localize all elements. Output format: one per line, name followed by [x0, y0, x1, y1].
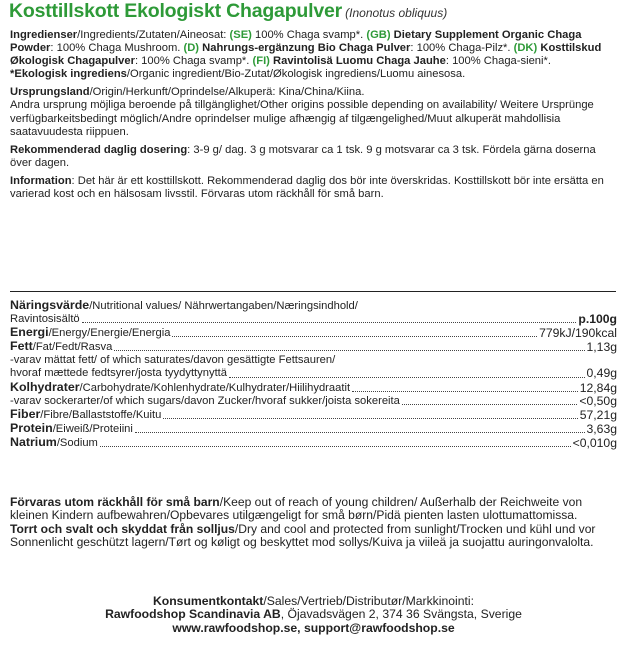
ingredients-fi-name: Ravintolisä Luomu Chaga Jauhe — [269, 55, 446, 68]
website-link[interactable]: www.rawfoodshop.se — [172, 620, 298, 635]
ingredients-paragraph — [10, 29, 616, 68]
storage2-text: /Dry and cool and protected from sunlight/Trocken und kühl und vor Sonnenlicht geschützt lagern/Tørt og køligt og beskyttet mod sollys/Kuiva ja viileä ja suojattu auringonvalolta. — [10, 521, 596, 549]
nutrition-heading-row — [10, 299, 617, 313]
origin-note: Andra ursprung möjliga beroende på tillgänglighet/Other origins possible depending on availability/ Weitere Ursprünge verfügbarkeitsbedingt möglich/Andre oprindelser mulige afhængig af tilgængelighed/Muut alkuperät mahdollisia saatavuudesta riippuen. — [10, 99, 594, 138]
dosage-text: : 3-9 g/ dag. 3 g motsvarar ca 1 tsk. 9 g motsvarar ca 3 tsk. — [187, 143, 480, 156]
ingredients-dk: : 100% Chaga svamp*. — [134, 55, 253, 68]
dosage-heading: Rekommenderad daglig dosering — [10, 143, 188, 156]
ingredients-dk-name: Kosttilskud Økologisk Chagapulver — [10, 42, 602, 68]
saturates-value: 0,49g — [586, 366, 617, 381]
section-divider — [10, 291, 616, 292]
carbs-rest: /Carbohydrate/Kohlenhydrate/Kulhydrater/Hiilihydraatit — [79, 381, 351, 394]
nutrition-heading-rest: /Nutritional values/ Nährwertangaben/Næringsindhold/ — [89, 300, 358, 312]
fibre-value: 57,21g — [579, 407, 617, 422]
contact-links-row — [0, 622, 627, 635]
storage-paragraph — [10, 496, 616, 523]
company-address: , Öjavadsvägen 2, 374 36 Svängsta, Sverige — [280, 607, 522, 622]
nutrition-heading: Näringsvärde — [10, 298, 90, 312]
contact-company-row — [0, 608, 627, 621]
per-100g-label: p.100g — [578, 312, 617, 327]
nutrition-line2-label: Ravintosisältö — [10, 313, 80, 326]
storage-heading: Förvaras utom räckhåll för små barn — [10, 495, 220, 509]
nutrition-row-protein — [10, 422, 617, 436]
information-heading: Information — [10, 174, 72, 187]
organic-note-bold: *Ekologisk ingrediens — [10, 68, 127, 81]
storage-section — [10, 496, 616, 549]
title-row — [9, 0, 621, 22]
ingredients-fi: : 100% Chaga-sieni*. — [445, 55, 551, 68]
sodium-rest: /Sodium — [56, 436, 98, 449]
sodium-value: <0,010g — [572, 435, 617, 450]
origin-heading: Ursprungsland — [10, 86, 90, 99]
fibre-name: Fiber — [10, 406, 41, 421]
nutrition-row-saturates — [10, 367, 617, 380]
storage-text: /Keep out of reach of young children/ Außerhalb der Reichweite von kleinen Kindern aufbewahren/Opbevares utilgængeligt for små børn/Pidä pienten lasten ulottumattomissa. — [10, 495, 583, 523]
energy-rest: /Energy/Energie/Energia — [48, 327, 171, 340]
lang-code-d: (D) — [183, 42, 200, 55]
energy-name: Energi — [10, 325, 49, 340]
contact-heading: Konsumentkontakt — [152, 594, 264, 608]
latin-name: (Inonotus obliquus) — [345, 6, 448, 20]
carbs-value: 12,84g — [579, 380, 617, 395]
storage2-heading: Torrt och svalt och skyddat från solljus — [10, 521, 235, 536]
fat-rest: /Fat/Fedt/Rasva — [32, 341, 113, 354]
protein-rest: /Eiweiß/Proteiini — [52, 422, 133, 435]
ingredients-gb-name: Dietary Supplement Organic — [390, 29, 548, 41]
sugars-label: -varav sockerarter/of which sugars/davon Zucker/hvoraf sukker/joista sokereita — [10, 394, 400, 407]
contact-heading-row — [0, 595, 627, 608]
carbs-name: Kolhydrater — [10, 379, 80, 394]
saturates-line1: -varav mättat fett/ of which saturates/davon gesättigte Fettsauren/ — [10, 354, 336, 367]
energy-value: 779kJ/190kcal — [539, 326, 617, 341]
ingredients-d: : 100% Chaga-Pilz*. — [410, 42, 514, 55]
storage2-paragraph — [10, 523, 616, 550]
dosage-note: Fördela gärna doserna över dagen. — [10, 143, 596, 169]
nutrition-per-row — [10, 313, 617, 326]
information-paragraph — [10, 175, 616, 201]
fat-value: 1,13g — [586, 340, 617, 355]
nutrition-row-carbs — [10, 381, 617, 395]
ingredients-se: 100% Chaga svamp*. — [251, 29, 367, 41]
origin-paragraph — [10, 86, 616, 99]
sodium-name: Natrium — [10, 434, 57, 449]
nutrition-table — [10, 299, 617, 450]
contact-heading-rest: /Sales/Vertrieb/Distributør/Markkinointi: — [263, 594, 474, 608]
saturates-line2: hvoraf mættede fedtsyrer/josta tyydyttynyttä — [10, 367, 228, 380]
nutrition-row-energy — [10, 326, 617, 340]
top-section — [10, 29, 616, 201]
nutrition-row-fibre — [10, 408, 617, 422]
ingredients-gb: : 100% Chaga Mushroom. — [50, 42, 184, 55]
protein-value: 3,63g — [586, 421, 617, 436]
company-name: Rawfoodshop Scandinavia AB — [105, 607, 281, 622]
contact-section — [0, 595, 627, 635]
nutrition-row-sodium — [10, 436, 617, 450]
nutrition-row-fat — [10, 340, 617, 354]
sugars-value: <0,50g — [579, 393, 617, 408]
ingredients-heading: Ingredienser — [10, 29, 78, 41]
ingredients-intro: /Ingredients/Zutaten/Aineosat: — [77, 29, 230, 41]
ingredients-gb-bold: Chaga Powder — [10, 29, 582, 55]
dosage-paragraph — [10, 144, 616, 170]
organic-note — [10, 68, 616, 81]
organic-note-rest: /Organic ingredient/Bio-Zutat/Økologisk ingrediens/Luomu ainesosa. — [126, 68, 466, 81]
nutrition-row-sugars — [10, 395, 617, 408]
product-title: Kosttillskott Ekologiskt Chagapulver — [9, 0, 343, 22]
lang-code-se: (SE) — [229, 29, 252, 41]
protein-name: Protein — [10, 420, 53, 435]
email-link[interactable]: support@rawfoodshop.se — [303, 620, 455, 635]
information-text: : Det här är ett kosttillskott. Rekommenderad daglig dos bör inte överskridas. Kosttillskott bör inte ersätta en varierad kost och en hälsosam livsstil. Förvaras utom räckhåll för små barn. — [10, 174, 604, 201]
origin-text: /Origin/Herkunft/Oprindelse/Alkuperä: Kina/China/Kiina. — [89, 86, 365, 99]
link-separator: , — [297, 620, 304, 635]
lang-code-gb: (GB) — [366, 29, 391, 41]
ingredients-d-name: Nahrungs-ergänzung Bio Chaga Pulver — [199, 42, 411, 55]
fibre-rest: /Fibre/Ballaststoffe/Kuitu — [40, 408, 162, 421]
lang-code-dk: (DK) — [513, 42, 538, 55]
lang-code-fi: (FI) — [252, 55, 270, 68]
fat-name: Fett — [10, 339, 33, 354]
